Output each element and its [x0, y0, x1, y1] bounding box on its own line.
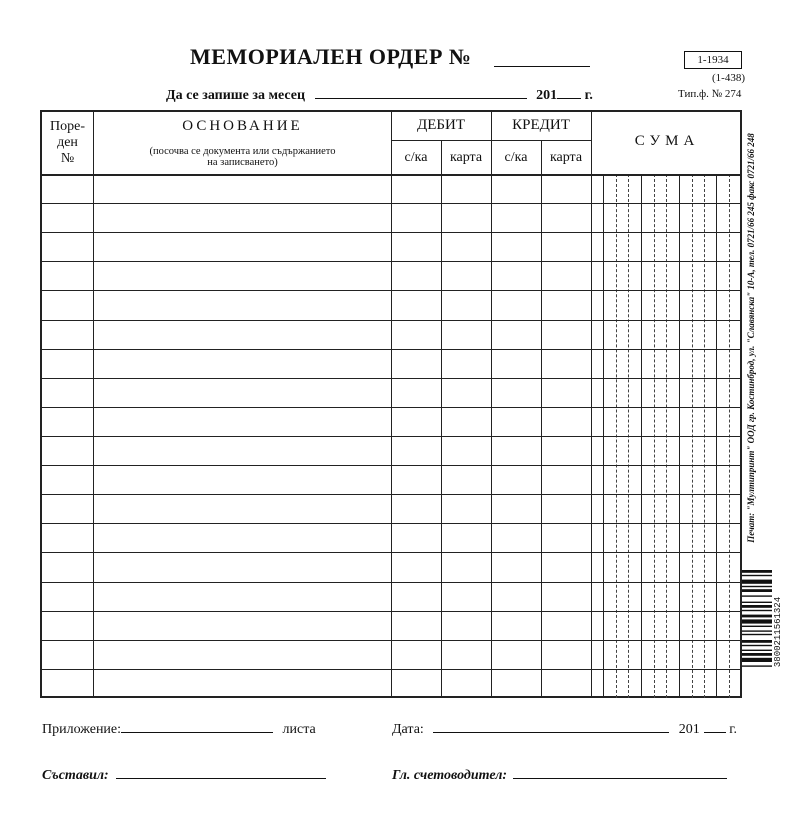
date-row — [392, 720, 737, 738]
barcode-bar — [742, 640, 772, 643]
barcode-bar — [742, 615, 772, 618]
col-number-line: № — [60, 151, 75, 166]
table-row — [40, 349, 742, 350]
barcode-bar — [742, 605, 772, 608]
month-field[interactable] — [315, 86, 527, 99]
barcode-bar — [742, 653, 772, 656]
composed-row — [42, 766, 326, 784]
printer-imprint-text: Печат: "Мултипринт" ООД гр. Костинброд, ул. "Славянска" 10-А, тел. 0721/66 245 факс 0721/66 248 — [746, 133, 756, 543]
printer-imprint — [744, 108, 758, 568]
credit-card-header: карта — [549, 150, 583, 165]
year-prefix: 201 — [536, 88, 558, 103]
table-row — [40, 203, 742, 204]
debit-account-header: с/ка — [404, 150, 428, 165]
chief-accountant-label: Гл. счетоводител: — [392, 768, 508, 783]
barcode-bar — [742, 658, 772, 662]
attachment-field[interactable] — [121, 720, 273, 733]
sheets-label: листа — [282, 722, 316, 737]
barcode-bar — [742, 575, 772, 576]
credit-account-header: с/ка — [504, 150, 528, 165]
year-field[interactable] — [557, 86, 581, 99]
table-row — [40, 465, 742, 466]
barcode-bar — [742, 610, 772, 611]
col-divider — [391, 110, 392, 698]
month-row — [166, 86, 593, 104]
header-split — [391, 140, 591, 141]
col-header-debit: ДЕБИТ — [416, 117, 465, 133]
table-row — [40, 378, 742, 379]
composed-label: Съставил: — [42, 768, 109, 783]
col-divider — [491, 110, 492, 698]
year-suffix: г. — [584, 88, 593, 103]
col-divider — [441, 140, 442, 698]
form-code-box: 1-1934 — [684, 51, 742, 69]
composed-field[interactable] — [116, 766, 326, 779]
barcode-number: 3800211561324 — [773, 596, 783, 668]
col-divider — [541, 140, 542, 698]
col-header-sum: СУМА — [634, 133, 700, 149]
table-row — [40, 407, 742, 408]
col-number-line: Поре- — [50, 119, 85, 134]
chief-accountant-field[interactable] — [513, 766, 727, 779]
table-row — [40, 320, 742, 321]
table-row — [40, 552, 742, 553]
table-row — [40, 436, 742, 437]
basis-note-line: (посочва се документа или съдържанието — [149, 146, 336, 157]
col-header-basis: ОСНОВАНИЕ — [182, 118, 303, 134]
barcode-bar — [742, 619, 772, 623]
attachment-label: Приложение: — [42, 722, 122, 737]
barcode-bar — [742, 586, 772, 587]
table-row — [40, 669, 742, 670]
table-row — [40, 611, 742, 612]
debit-card-header: карта — [449, 150, 483, 165]
barcode-bar — [742, 630, 772, 631]
header-bottom — [40, 174, 742, 176]
barcode-bar — [742, 580, 772, 584]
barcode-graphic — [742, 568, 772, 696]
table-row — [40, 640, 742, 641]
barcode-bar — [742, 665, 772, 666]
basis-note-line: на записването) — [207, 157, 278, 168]
table-row — [40, 494, 742, 495]
col-divider — [93, 110, 94, 698]
table-row — [40, 232, 742, 233]
barcode-bar — [742, 645, 772, 646]
barcode-bar — [742, 595, 772, 596]
table-row — [40, 290, 742, 291]
barcode-digits — [772, 568, 784, 696]
barcode-bar — [742, 602, 772, 603]
col-header-basis-note — [94, 146, 391, 168]
table-row — [40, 261, 742, 262]
barcode-bar — [742, 589, 772, 592]
col-header-credit: КРЕДИТ — [512, 117, 570, 133]
date-year-suffix: г. — [729, 722, 737, 737]
chief-accountant-row — [392, 766, 727, 784]
barcode-bar — [742, 634, 772, 635]
document-title: МЕМОРИАЛЕН ОРДЕР № — [190, 44, 472, 69]
date-field[interactable] — [433, 720, 669, 733]
date-label: Дата: — [392, 722, 424, 737]
order-number-field[interactable] — [494, 66, 590, 67]
form-type-number: Тип.ф. № 274 — [678, 88, 742, 100]
attachment-row — [42, 720, 316, 738]
month-label: Да се запише за месец — [166, 88, 306, 103]
col-divider — [591, 110, 592, 698]
date-year-field[interactable] — [704, 720, 726, 733]
table-row — [40, 582, 742, 583]
form-code-secondary: (1-438) — [712, 72, 745, 84]
date-year-prefix: 201 — [678, 722, 700, 737]
barcode-bar — [742, 626, 772, 627]
barcode-bar — [742, 570, 772, 573]
table-row — [40, 523, 742, 524]
col-header-number — [42, 119, 93, 167]
barcode-bar — [742, 650, 772, 651]
barcode — [742, 568, 772, 696]
col-number-line: ден — [57, 135, 78, 150]
